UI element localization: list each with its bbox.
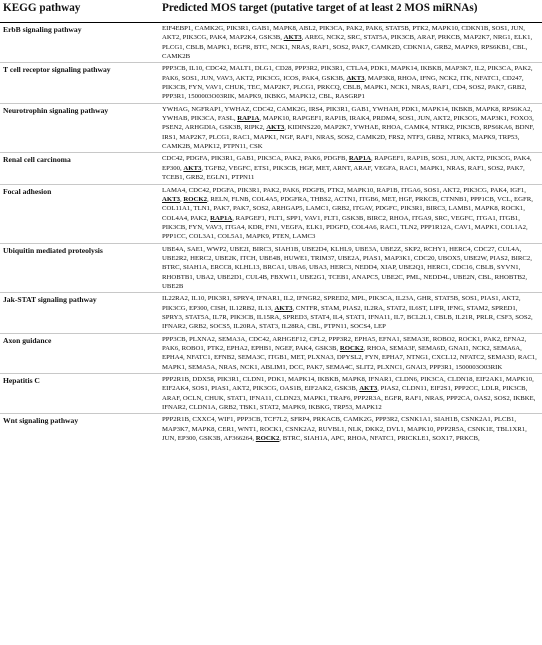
table-body <box>0 23 542 444</box>
table-row <box>0 185 542 244</box>
table-row <box>0 244 542 294</box>
highlighted-gene: RAP1A <box>348 155 372 163</box>
target-list: UBE4A, SAE1, WWP2, UBE2I, BIRC3, SIAH1B, UBE2D4, KLHL9, UBE3A, UBE2Z, SKP2, RCHY1, HERC4, CDC27, CUL4A, UBE2R2, HERC2, UBE2K, ITCH, UBE4B, HUWE1, TRIM37, UBE2A, PIAS1, MAP3K1, CDC20, UBOX5, UBE2W, PIAS2, BIRC2, BTRC, SIAH1A, ERCC8, KLHL13, BRCA1, UBA6, UBA3, HERC3, NEDD4, XIAP, UBE2Q1, HERC1, CDC16, CBLB, SYVN1, RHOBTB1, UBA2, UBE2D1, CUL4B, FBXW11, UBE2G1, TCEB1, ANAPC5, UBE2C, PML, NEDD4L, UBE2N, CBL, RHOBTB2, UBE2B <box>162 245 532 290</box>
pathway-name: Neurotrophin signaling pathway <box>3 105 109 115</box>
table-row <box>0 23 542 63</box>
highlighted-gene: RAP1A <box>237 115 260 123</box>
target-list: PPP3CB, IL10, CDC42, MALT1, DLG1, CD28, PPP3R2, PIK3R1, CTLA4, PDK1, MAPK14, IKBKB, MAP3K7, IL2, PIK3CA, PAK2, PAK6, SOS1, JUN, VAV3, AKT2, PIK3CG, ICOS, PAK4, GSK3B, AKT3, MAP3K8, RHOA, IFNG, NCK2, ITK, NFATC1, CD247, PIK3CB, FYN, VAV1, CHUK, TEC, MAP2K7, PLCG1, PRKCQ, CBLB, MAPK1, NCK1, NRAS, RAF1, CD4, SOS2, PAK7, GRB2, PPP3R1, 1500003O03RIK, MAPK9, IKBKG, MAPK12, CBL, RASGRP1 <box>162 65 533 101</box>
target-list: PPP2R1B, CXXC4, WIF1, PPP3CB, TCF7L2, SFRP4, PRKACB, CAMK2G, PPP3R2, CSNK1A1, SIAH1B, CSNK2A1, PLCB1, MAP3K7, MAPK8, CER1, WNT1, ROCK1, CSNK2A2, RUVBL1, NLK, DKK2, DVL1, MAPK10, PPP2R5A, CSNK1E, TBL1XR1, JUN, EP300, GSK3B, AF366264, ROCK2, BTRC, SIAH1A, APC, RHOA, NFATC1, PRICKLE1, SOX17, PRKCB, <box>162 416 527 443</box>
table-row <box>0 293 542 333</box>
target-list: IL22RA2, IL10, PIK3R1, SPRY4, IFNAR1, IL2, IFNGR2, SPRED2, MPL, PIK3CA, IL23A, GHR, STAT5B, SOS1, PIAS1, AKT2, PIK3CG, EP300, CISH, IL12RB2, IL13, AKT3, CNTFR, STAM, PIAS2, IL2RA, STAT2, IL6ST, LIFR, IFNG, STAM2, SPRED1, SPRY3, STAT5A, IL7R, PIK3CB, IL15RA, SPRED3, STAT4, IL4, STAT1, IFNA11, IL7, BCL2L1, CBLB, IL21R, PRLR, CSF3, SOS2, IFNAR2, GRB2, SOCS5, IL20RA, STAT3, IL28RA, CBL, PTPN11, SOCS4, LEP <box>162 295 533 331</box>
target-list: YWHAG, NGFRAP1, YWHAZ, CDC42, CAMK2G, IRS4, PIK3R1, GAB1, YWHAH, PDK1, MAPK14, IKBKB, MAPK8, RPS6KA2, YWHAB, PIK3CA, FASL, RAP1A, MAPK10, RAPGEF1, RAP1B, IRAK4, PRDM4, SOS1, JUN, AKT2, PIK3CG, MAP3K1, FOXO3, PSEN2, ARHGDIA, GSK3B, RIPK2, AKT3, KIDINS220, MAP2K7, YWHAE, RHOA, CAMK4, NTRK2, PIK3CB, RPS6KA6, BDNF, IRS1, MAP2K7, PLCG1, RAC1, MAPK1, NGF, RAF1, NRAS, SOS2, CAMK2D, FRS2, NTF3, GRB2, NTRK3, MAPK9, TRP53, CAMK2B, MAPK12, PTPN11, CSK <box>162 105 535 151</box>
target-list: PPP3CB, PLXNA2, SEMA3A, CDC42, ARHGEF12, CFL2, PPP3R2, EPHA5, EFNA1, SEMA3E, ROBO2, ROCK1, PAK2, EFNA2, PAK6, ROBO1, PTK2, EPHA2, EPHB1, NGEF, PAK4, GSK3B, ROCK2, RHOA, SEMA3F, SEMA6D, GNAI1, NCK2, SEMA6A, EPHA4, NFATC1, EFNB2, SEMA3C, ITGB1, MET, PLXNA3, DPYSL2, FYN, EPHA7, NTNG1, CXCL12, NFATC2, SEMA3D, RAC1, MAPK1, SEMA5A, NRAS, NCK1, ABLIM1, DCC, PAK7, SEMA4C, SLIT2, PLXNC1, GNAI3, PPP3R1, 1500003O03RIK <box>162 335 537 371</box>
target-list: LAMA4, CDC42, PDGFA, PIK3R1, PAK2, PAK6, PDGFB, PTK2, MAPK10, RAP1B, ITGA6, SOS1, AKT2, PIK3CG, PAK4, IGF1, AKT3, ROCK2, RELN, FLNB, COL4A5, PDGFRA, THBS2, ACTN1, ITGB6, MET, HGF, PRKCB, CTNNB1, PPP1CB, VCL, EGFR, COL11A1, TLN1, PAK7, PAK7, SOS2, ARHGAP5, LAMC1, GRB2, ITGAV, PDGFC, PIK3R1, BIRC3, LAMB1, MAPK8, ROCK1, COL4A4, PAK2, RAP1A, RAPGEF1, FLT1, SPP1, VAV1, FLT1, GSK3B, BIRC2, RHOA, ITGA9, SRC, VEGFC, ITGA1, ITGB1, PIK3CB, FYN, VAV3, ITGA4, KDR, FN1, VEGFA, ELK1, PDGFD, COL4A6, RAC1, TLN2, PPP1R12A, CAV1, MAPK1, COL1A2, PPP1CC, COL3A1, COL5A1, MAPK9, PTEN, LAMC3 <box>162 186 533 241</box>
header-kegg-pathway: KEGG pathway <box>3 2 81 14</box>
pathway-name: Jak-STAT signaling pathway <box>3 295 97 305</box>
highlighted-gene: AKT3 <box>346 74 365 82</box>
table-row <box>0 104 542 154</box>
pathway-name: Wnt signaling pathway <box>3 416 79 426</box>
highlighted-gene: AKT3 <box>162 195 181 203</box>
table-row <box>0 153 542 184</box>
pathway-name: T cell receptor signaling pathway <box>3 65 111 75</box>
table-row <box>0 63 542 103</box>
pathway-name: Focal adhesion <box>3 186 52 196</box>
highlighted-gene: AKT3 <box>274 304 293 312</box>
pathway-name: Axon guidance <box>3 335 52 345</box>
highlighted-gene: ROCK2 <box>255 435 280 443</box>
highlighted-gene: ROCK2 <box>183 195 208 203</box>
target-list: EIF4EBP1, CAMK2G, PIK3R1, GAB1, MAPK8, ABL2, PIK3CA, PAK2, PAK6, STAT5B, PTK2, MAPK10, CDKN1B, SOS1, JUN, AKT2, PIK3CG, PAK4, MAP2K4, GSK3B, AKT3, AREG, NCK2, SRC, STAT5A, PIK3CB, ARAF, PRKCB, MAP2K7, NRG1, ELK1, PLCG1, CBLB, MAPK1, EGFR, BTC, NCK1, NRAS, RAF1, SOS2, PAK7, CAMK2D, CDKN1A, GRB2, MAPK9, RPS6KB1, CBL, CAMK2B <box>162 25 533 61</box>
target-list: CDC42, PDGFA, PIK3R1, GAB1, PIK3CA, PAK2, PAK6, PDGFB, RAP1A, RAPGEF1, RAP1B, SOS1, JUN, AKT2, PIK3CG, PAK4, EP300, AKT3, TGFB2, VEGFC, ETS1, PIK3CB, HGF, MET, ARNT, ARAF, VEGFA, RAC1, MAPK1, NRAS, RAF1, SOS2, PAK7, TCEB1, GRB2, EGLN1, PTPN11 <box>162 155 532 182</box>
table-row <box>0 414 542 444</box>
header-predicted-target: Predicted MOS target (putative target of at least 2 MOS miRNAs) <box>162 2 478 14</box>
highlighted-gene: AKT3 <box>183 164 202 172</box>
highlighted-gene: AKT3 <box>359 385 378 393</box>
highlighted-gene: ROCK2 <box>339 345 364 352</box>
target-list: PPP2R1B, DDX58, PIK3R1, CLDN1, PDK1, MAPK14, IKBKB, MAPK8, IFNAR1, CLDN6, PIK3CA, CLDN18, EIF2AK1, MAPK10, EIF2AK4, SOS1, PIAS1, AKT2, PIK3CG, OAS1B, EIF2AK2, GSK3B, AKT3, PIAS2, CLDN11, EIF2S1, PPP2CC, LDLR, PIK3CB, ARAF, OCLN, CHUK, STAT1, IFNA11, CLDN23, MAPK1, TRAF6, PPP2R3A, EGFR, RAF1, NRAS, PPP2CA, OAS2, SOS2, IKBKE, IFNAR2, CLDN1A, GRB2, TBK1, STAT2, MAPK9, IKBKG, TRP53, MAPK12 <box>162 376 536 412</box>
highlighted-gene: AKT3 <box>266 124 285 132</box>
highlighted-gene: RAP1A <box>210 214 233 222</box>
pathway-name: Ubiquitin mediated proteolysis <box>3 245 103 255</box>
highlighted-gene: AKT3 <box>283 34 302 42</box>
pathway-name: Renal cell carcinoma <box>3 155 71 165</box>
table-header <box>0 0 542 23</box>
table-row <box>0 334 542 374</box>
pathway-name: Hepatitis C <box>3 376 40 386</box>
table-row <box>0 374 542 414</box>
pathway-name: ErbB signaling pathway <box>3 25 82 34</box>
